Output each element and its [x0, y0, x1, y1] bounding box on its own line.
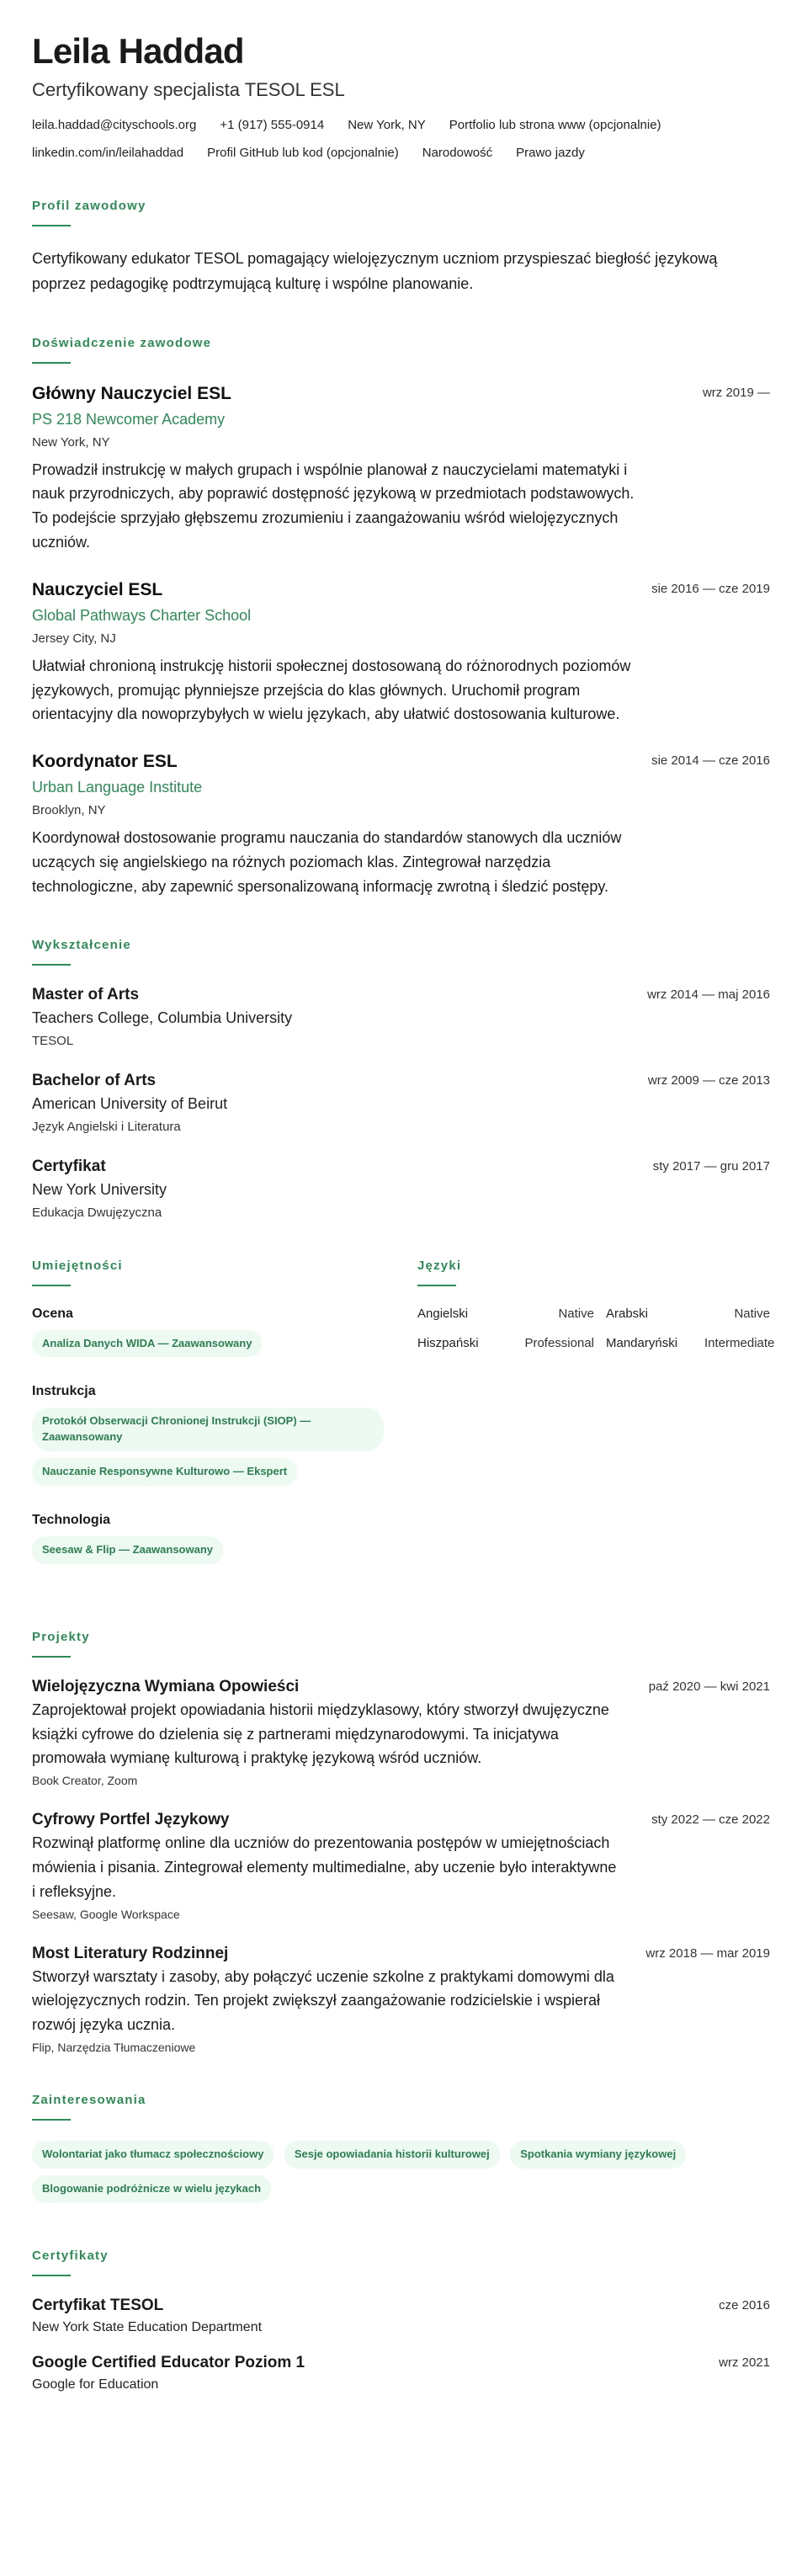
education-dates: wrz 2009 — cze 2013 — [647, 1072, 770, 1088]
project-title: Cyfrowy Portfel Językowy — [32, 1811, 230, 1829]
section-title: Projekty — [32, 1629, 90, 1644]
job-location: New York, NY — [32, 434, 110, 450]
experience-item — [32, 384, 770, 555]
experience-item — [32, 580, 770, 726]
experience-section — [32, 336, 770, 899]
interest-tag: Spotkania wymiany językowej — [510, 2141, 686, 2169]
language-list — [417, 1306, 775, 1350]
resume-header — [32, 32, 770, 160]
skills-languages-row — [32, 1258, 775, 1591]
school: American University of Beirut — [32, 1094, 228, 1112]
education-item — [32, 1072, 770, 1134]
project-tools: Book Creator, Zoom — [32, 1774, 138, 1788]
school: New York University — [32, 1180, 167, 1198]
section-title: Umiejętności — [32, 1258, 123, 1273]
job-organization: Global Pathways Charter School — [32, 606, 252, 624]
language-name: Angielski — [417, 1306, 469, 1321]
degree: Bachelor of Arts — [32, 1071, 157, 1089]
project-item — [32, 1945, 770, 2054]
project-title: Wielojęzyczna Wymiana Opowieści — [32, 1677, 300, 1695]
education-section — [32, 938, 770, 1220]
job-organization: PS 218 Newcomer Academy — [32, 410, 226, 428]
field-of-study: Edukacja Dwujęzyczna — [32, 1205, 162, 1220]
job-location: Brooklyn, NY — [32, 803, 106, 818]
section-title: Zainteresowania — [32, 2092, 146, 2107]
certificates-section — [32, 2249, 770, 2392]
contact-github[interactable]: Profil GitHub lub kod (opcjonalnie) — [207, 146, 399, 161]
project-dates: sty 2022 — cze 2022 — [651, 1812, 770, 1828]
field-of-study: TESOL — [32, 1033, 74, 1048]
section-title: Certyfikaty — [32, 2248, 109, 2263]
project-tools: Flip, Narzędzia Tłumaczeniowe — [32, 2040, 196, 2054]
section-divider — [32, 1285, 71, 1286]
skill-tag: Analiza Danych WIDA — Zaawansowany — [32, 1330, 262, 1358]
project-title: Most Literatury Rodzinnej — [32, 1944, 229, 1962]
contact-phone[interactable]: +1 (917) 555-0914 — [220, 118, 325, 133]
project-item — [32, 1678, 770, 1787]
job-dates: sie 2016 — cze 2019 — [651, 581, 770, 596]
certificate-issuer: New York State Education Department — [32, 2319, 263, 2334]
section-title: Doświadczenie zawodowe — [32, 335, 212, 350]
skill-group — [32, 1384, 384, 1493]
degree: Master of Arts — [32, 985, 140, 1003]
interest-tag: Wolontariat jako tłumacz społecznościowy — [32, 2141, 274, 2169]
section-divider — [32, 2119, 71, 2121]
skill-group — [32, 1307, 384, 1365]
section-divider — [32, 225, 71, 226]
section-title: Profil zawodowy — [32, 199, 146, 214]
certificate-issuer: Google for Education — [32, 2376, 159, 2392]
language-name: Arabski — [606, 1306, 649, 1321]
job-dates: wrz 2019 — — [702, 385, 770, 400]
education-dates: wrz 2014 — maj 2016 — [647, 987, 770, 1002]
section-divider — [32, 362, 71, 364]
section-title: Języki — [417, 1258, 462, 1273]
project-dates: paź 2020 — kwi 2021 — [648, 1679, 770, 1694]
skill-category: Ocena — [32, 1306, 73, 1321]
certificate-item — [32, 2354, 770, 2392]
education-dates: sty 2017 — gru 2017 — [652, 1158, 770, 1174]
language-name: Hiszpański — [417, 1335, 479, 1350]
job-location: Jersey City, NJ — [32, 631, 116, 646]
contact-nationality: Narodowość — [422, 146, 493, 161]
job-organization: Urban Language Institute — [32, 779, 203, 796]
section-divider — [417, 1285, 456, 1286]
project-description: Rozwinął platformę online dla uczniów do prezentowania postępów w umiejętnościach mówienia i pisania. Zintegrował elementy multimedialne, aby uczenie było interaktywne i refleksyjne. — [32, 1834, 617, 1900]
section-divider — [32, 1656, 71, 1658]
interest-tags — [32, 2141, 773, 2210]
skill-tag: Protokół Obserwacji Chronionej Instrukcji (SIOP) — Zaawansowany — [32, 1408, 384, 1451]
interest-tag: Sesje opowiadania historii kulturowej — [284, 2141, 500, 2169]
certificate-name: Certyfikat TESOL — [32, 2296, 164, 2314]
experience-item — [32, 752, 770, 898]
candidate-headline: Certyfikowany specjalista TESOL ESL — [32, 79, 345, 101]
skill-tag: Seesaw & Flip — Zaawansowany — [32, 1536, 223, 1564]
certificate-name: Google Certified Educator Poziom 1 — [32, 2353, 305, 2371]
education-item — [32, 986, 770, 1048]
language-level: Native — [734, 1306, 770, 1321]
projects-section — [32, 1630, 770, 2054]
job-dates: sie 2014 — cze 2016 — [651, 753, 770, 769]
language-level: Intermediate — [704, 1335, 775, 1350]
school: Teachers College, Columbia University — [32, 1009, 293, 1026]
skill-category: Instrukcja — [32, 1384, 96, 1399]
skills-section — [32, 1259, 384, 1591]
skill-category: Technologia — [32, 1512, 111, 1527]
contact-portfolio[interactable]: Portfolio lub strona www (opcjonalnie) — [449, 118, 661, 133]
contact-location: New York, NY — [348, 118, 426, 133]
languages-section — [417, 1258, 775, 1591]
section-title: Wykształcenie — [32, 937, 131, 952]
project-item — [32, 1811, 770, 1920]
skill-group — [32, 1513, 384, 1571]
skill-tag: Nauczanie Responsywne Kulturowo — Ekspert — [32, 1458, 297, 1486]
interest-tag: Blogowanie podróżnicze w wielu językach — [32, 2175, 271, 2203]
section-divider — [32, 2275, 71, 2276]
certificate-date: wrz 2021 — [719, 2355, 770, 2370]
field-of-study: Język Angielski i Literatura — [32, 1119, 181, 1134]
interests-section — [32, 2093, 770, 2210]
project-description: Zaprojektował projekt opowiadania historii międzyklasowy, który stworzył dwujęzyczne książki cyfrowe do dzielenia się z partnerami międzynarodowymi. Ta inicjatywa promowała wymianę kulturową i praktykę językową wśród uczniów. — [32, 1700, 609, 1767]
project-description: Stworzył warsztaty i zasoby, aby połączyć uczenie szkolne z praktykami domowymi dla wielojęzycznych rodzin. Ten projekt zwiększył zaangażowanie rodzicielskie i wspierał rozwój języka ucznia. — [32, 1967, 614, 2034]
job-description: Ułatwiał chronioną instrukcję historii społecznej dostosowaną do różnorodnych poziomów językowych, promując płynniejsze przejścia do klas głównych. Uruchomił program orientacyjny dla nowoprzybyłych w wielu językach, aby ułatwić dostosowania kulturowe. — [32, 657, 631, 723]
job-title: Koordynator ESL — [32, 752, 178, 772]
certificate-item — [32, 2297, 770, 2335]
contact-driving-license: Prawo jazdy — [516, 146, 585, 161]
job-description: Prowadził instrukcję w małych grupach i wspólnie planował z nauczycielami matematyki i nauk przyrodniczych, aby poprawić dostępność językową w przedmiotach podstawowych. To podejście sprzyjało głębszemu zrozumieniu i zaangażowaniu wśród wielojęzycznych uczniów. — [32, 460, 635, 551]
degree: Certyfikat — [32, 1157, 106, 1175]
language-name: Mandaryński — [606, 1335, 678, 1350]
contact-list — [32, 118, 773, 160]
language-level: Professional — [524, 1335, 594, 1350]
summary-text: Certyfikowany edukator TESOL pomagający wielojęzycznym uczniom przyspieszać biegłość językową poprzez pedagogikę podtrzymującą kulturę i wspólne planowanie. — [32, 250, 718, 292]
certificate-date: cze 2016 — [719, 2297, 770, 2313]
section-divider — [32, 964, 71, 966]
contact-email[interactable]: leila.haddad@cityschools.org — [32, 118, 197, 133]
contact-linkedin[interactable]: linkedin.com/in/leilahaddad — [32, 146, 184, 161]
job-title: Główny Nauczyciel ESL — [32, 383, 231, 403]
job-title: Nauczyciel ESL — [32, 579, 163, 599]
summary-section — [32, 199, 770, 296]
education-item — [32, 1158, 770, 1220]
project-tools: Seesaw, Google Workspace — [32, 1907, 180, 1921]
project-dates: wrz 2018 — mar 2019 — [645, 1945, 770, 1961]
job-description: Koordynował dostosowanie programu nauczania do standardów stanowych dla uczniów uczących się angielskiego na różnych poziomach klas. Zintegrował narzędzia technologiczne, aby zapewnić spersonalizowaną informację zwrotną i śledzić postępy. — [32, 829, 622, 895]
language-level: Native — [558, 1306, 594, 1321]
candidate-name: Leila Haddad — [32, 31, 244, 71]
